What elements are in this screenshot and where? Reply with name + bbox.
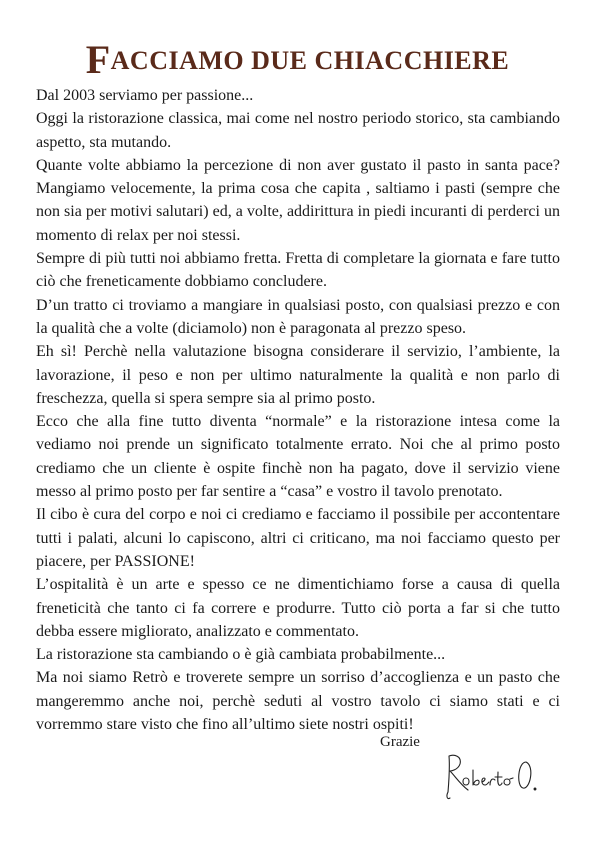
title-initial: F <box>85 37 111 82</box>
page-title <box>0 30 595 91</box>
paragraph: Il cibo è cura del corpo e noi ci crediamo e facciamo il possibile per accontentare tutti i palati, alcuni lo capiscono, altri ci criticano, ma noi facciamo questo per piacere, per PASSIONE! <box>36 506 560 570</box>
paragraph: Dal 2003 serviamo per passione... <box>36 87 254 104</box>
letter-body <box>36 84 560 736</box>
paragraph: La ristorazione sta cambiando o è già cambiata probabilmente... <box>36 646 446 664</box>
handwritten-signature <box>440 748 540 804</box>
paragraph: Sempre di più tutti noi abbiamo fretta. Fretta di completare la giornata e fare tutto ciò che freneticamente dobbiamo concludere. <box>36 250 560 291</box>
closing-thanks: Grazie <box>380 734 420 750</box>
paragraph: D’un tratto ci troviamo a mangiare in qualsiasi posto, con qualsiasi prezzo e con la qualità che a volte (diciamolo) non è paragonata al prezzo speso. <box>36 296 560 337</box>
paragraph: Eh sì! Perchè nella valutazione bisogna considerare il servizio, l’ambiente, la lavorazione, il peso e non per ultimo naturalmente la qualità e non parlo di freschezza, quella si spera sempre sia al primo posto. <box>36 343 560 407</box>
paragraph: Ma noi siamo Retrò e troverete sempre un sorriso d’accoglienza e un pasto che mangeremmo anche noi, perchè seduti al vostro tavolo ci siamo stati e ci vorremmo stare visto che fino all’ultimo siete nostri ospiti! <box>36 669 560 734</box>
title-rest: ACCIAMO DUE CHIACCHIERE <box>110 46 510 75</box>
paragraph: Quante volte abbiamo la percezione di non aver gustato il pasto in santa pace? Mangiamo velocemente, la prima cosa che capita , saltiamo i pasti (sempre che non sia per motivi salutari) ed, a volte, addirittura in piedi incuranti di perderci un momento di relax per noi stessi. <box>36 156 560 244</box>
paragraph: Ecco che alla fine tutto diventa “normale” e la ristorazione intesa come la vediamo noi prende un significato totalmente errato. Noi che al primo posto crediamo che un cliente è ospite finchè non ha pagato, dove il servizio viene messo al primo posto per far sentire a “casa” e vostro il tavolo prenotato. <box>36 413 560 501</box>
paragraph: L’ospitalità è un arte e spesso ce ne dimentichiamo forse a causa di quella freneticità che tanto ci fa correre e produrre. Tutto ciò porta a far si che tutto debba essere migliorato, analizzato e commentato. <box>36 576 560 640</box>
paragraph: Oggi la ristorazione classica, mai come nel nostro periodo storico, sta cambiando aspetto, sta mutando. <box>36 110 560 151</box>
